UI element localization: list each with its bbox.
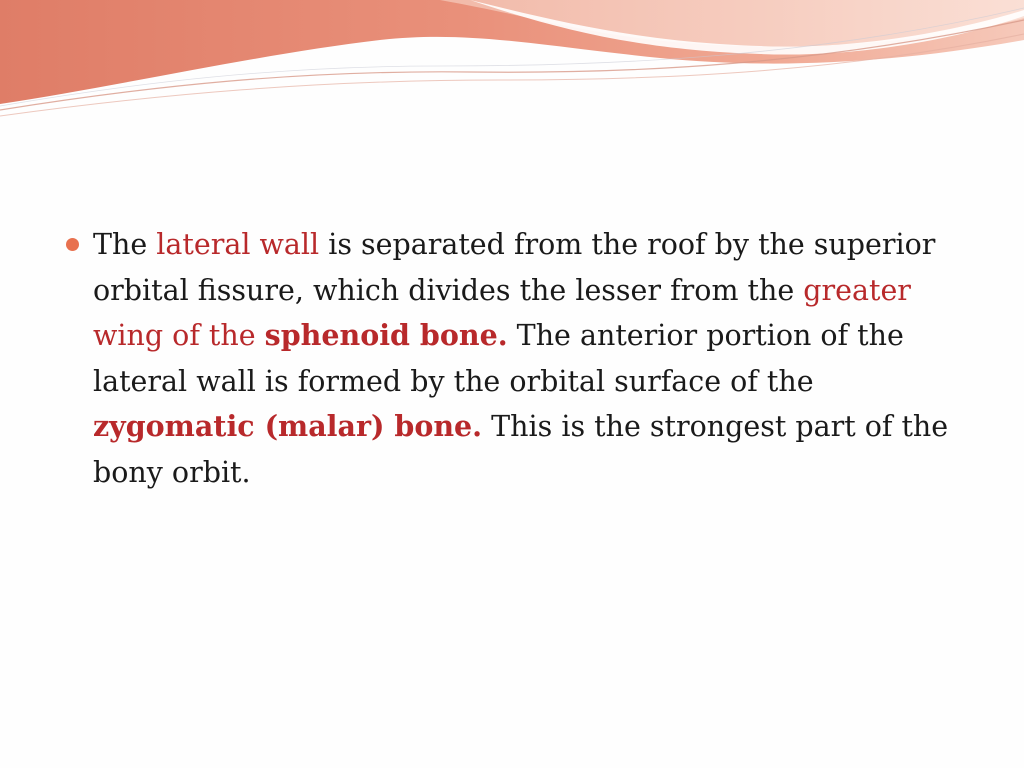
bullet-icon: [66, 238, 79, 251]
highlight-greater-wing: greater wing of the: [93, 273, 911, 352]
text-run-5: The anterior portion of the lateral wall is formed by the orbital surface of the: [93, 319, 904, 398]
header-wave-decoration: [0, 0, 1024, 130]
highlight-zygomatic-bone: zygomatic (malar) bone.: [93, 409, 483, 443]
highlight-sphenoid-bone: sphenoid bone.: [264, 318, 508, 352]
text-run-7: This is the strongest part of the bony orbit.: [93, 410, 949, 489]
text-run-2: is separated from the roof by the superior orbital fissure, which divides the lesser from the: [93, 228, 936, 307]
slide-content: [64, 222, 964, 495]
bullet-paragraph: [64, 222, 964, 495]
highlight-lateral-wall: lateral wall: [156, 228, 320, 261]
text-run-0: The: [93, 228, 157, 261]
